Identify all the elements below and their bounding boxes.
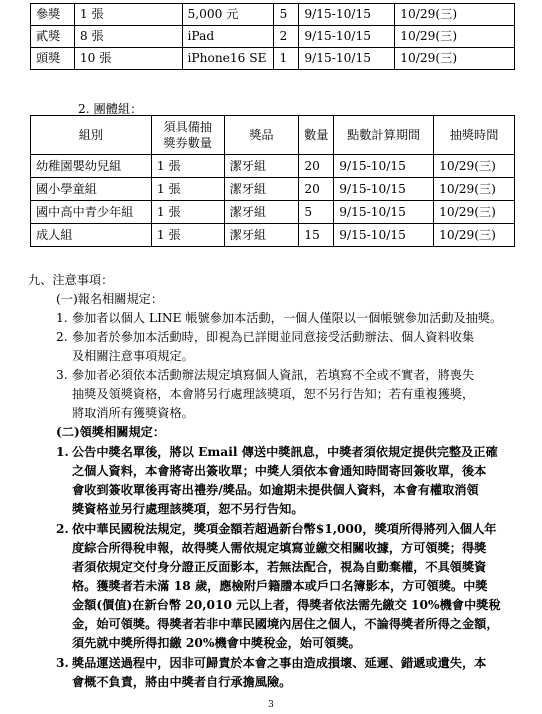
claim-rules-heading: (二)領獎相關規定： bbox=[56, 425, 166, 439]
group-name: 國中高中青少年組 bbox=[31, 201, 152, 224]
header-points-period: 點數計算期間 bbox=[334, 116, 434, 155]
claim-rule-number: 1. bbox=[56, 445, 69, 459]
registration-rule-text: 將取消所有獲獎資格。 bbox=[72, 406, 194, 420]
prize-quantity: 20 bbox=[299, 178, 334, 201]
registration-rule-text: 及相關注意事項規定。 bbox=[72, 349, 194, 363]
prize-item: iPad bbox=[182, 26, 274, 48]
prize-item: 潔牙組 bbox=[224, 224, 299, 247]
header-ticket-count-label: 須具備抽 獎券數量 bbox=[163, 119, 213, 150]
ticket-count: 1 張 bbox=[151, 201, 224, 224]
registration-rule-text: 參加者必須依本活動辦法規定填寫個人資訊，若填寫不全或不實者，將喪失 bbox=[72, 368, 475, 382]
claim-rule-text: 獎品運送過程中，因非可歸責於本會之事由造成損壞、延遲、錯遞或遺失，本 bbox=[72, 656, 487, 670]
header-prize: 獎品 bbox=[224, 116, 299, 155]
claim-rule-number: 2. bbox=[56, 522, 69, 536]
points-period: 9/15-10/15 bbox=[334, 224, 434, 247]
points-period: 9/15-10/15 bbox=[299, 26, 395, 48]
claim-rule-text: 會概不負責，將由中獎者自行承擔風險。 bbox=[72, 675, 292, 689]
claim-rule-text: 者須依規定交付身分證正反面影本，若無法配合，視為自動棄權，不具領獎資 bbox=[72, 560, 487, 574]
prize-level: 頭獎 bbox=[31, 48, 75, 70]
points-period: 9/15-10/15 bbox=[334, 178, 434, 201]
header-quantity: 數量 bbox=[299, 116, 334, 155]
table-row bbox=[31, 155, 515, 178]
ticket-count: 1 張 bbox=[151, 224, 224, 247]
table-header-row bbox=[31, 116, 515, 155]
table-row bbox=[31, 224, 515, 247]
prize-table-individual bbox=[30, 3, 515, 70]
prize-item: 潔牙組 bbox=[224, 201, 299, 224]
header-ticket-count bbox=[151, 116, 224, 155]
table-row bbox=[31, 178, 515, 201]
registration-rule-text: 參加者於參加本活動時，即視為已詳閱並同意接受活動辦法、個人資料收集 bbox=[72, 330, 475, 344]
draw-date: 10/29(三) bbox=[395, 26, 515, 48]
claim-rule-text: 之個人資料，本會將寄出簽收單；中獎人須依本會通知時間寄回簽收單，後本 bbox=[72, 464, 487, 478]
claim-rule-text: 須先就中獎所得扣繳 20%機會中獎稅金，始可領獎。 bbox=[72, 636, 361, 650]
ticket-count: 1 張 bbox=[151, 178, 224, 201]
table-row bbox=[31, 26, 515, 48]
registration-rule-number: 3. bbox=[56, 368, 68, 382]
draw-date: 10/29(三) bbox=[434, 178, 515, 201]
table-row bbox=[31, 4, 515, 26]
draw-date: 10/29(三) bbox=[434, 224, 515, 247]
prize-item: 潔牙組 bbox=[224, 178, 299, 201]
prize-table-group bbox=[30, 115, 515, 247]
registration-rule-number: 1. bbox=[56, 311, 68, 325]
prize-quantity: 1 bbox=[274, 48, 299, 70]
registration-rule-number: 2. bbox=[56, 330, 68, 344]
draw-date: 10/29(三) bbox=[395, 4, 515, 26]
points-period: 9/15-10/15 bbox=[299, 4, 395, 26]
claim-rule-text: 度綜合所得稅申報，故得獎人需依規定填寫並繳交相關收據，方可領獎；得獎 bbox=[72, 541, 487, 555]
draw-date: 10/29(三) bbox=[395, 48, 515, 70]
claim-rule-text: 公告中獎名單後，將以 Email 傳送中獎訊息，中獎者須依規定提供完整及正確 bbox=[72, 445, 498, 459]
prize-level: 貳獎 bbox=[31, 26, 75, 48]
prize-item: 5,000 元 bbox=[182, 4, 274, 26]
group-name: 幼稚園嬰幼兒組 bbox=[31, 155, 152, 178]
claim-rule-number: 3. bbox=[56, 656, 69, 670]
table-row bbox=[31, 201, 515, 224]
claim-rule-text: 金額(價值)在新台幣 20,010 元以上者，得獎者依法需先繳交 10%機會中獎稅 bbox=[72, 598, 501, 612]
prize-quantity: 2 bbox=[274, 26, 299, 48]
group-name: 成人組 bbox=[31, 224, 152, 247]
points-period: 9/15-10/15 bbox=[334, 155, 434, 178]
notes-heading: 九、注意事項： bbox=[28, 273, 114, 287]
header-draw-time: 抽獎時間 bbox=[434, 116, 515, 155]
points-period: 9/15-10/15 bbox=[299, 48, 395, 70]
claim-rule-text: 獎資格並另行處理該獎項，恕不另行告知。 bbox=[72, 502, 304, 516]
registration-rules-heading: (一)報名相關規定： bbox=[56, 292, 164, 306]
prize-level: 參獎 bbox=[31, 4, 75, 26]
ticket-count: 8 張 bbox=[74, 26, 182, 48]
registration-rule-text: 參加者以個人 LINE 帳號參加本活動，一個人僅限以一個帳號參加活動及抽獎。 bbox=[72, 311, 503, 325]
group-name: 國小學童組 bbox=[31, 178, 152, 201]
registration-rule-text: 抽獎及領獎資格，本會將另行處理該獎項，恕不另行告知；若有重複獲獎， bbox=[72, 387, 475, 401]
ticket-count: 10 張 bbox=[74, 48, 182, 70]
claim-rule-text: 依中華民國稅法規定，獎項金額若超過新台幣$1,000，獎項所得將列入個人年 bbox=[72, 522, 497, 536]
table-row bbox=[31, 48, 515, 70]
ticket-count: 1 張 bbox=[74, 4, 182, 26]
page-number: 3 bbox=[268, 700, 274, 710]
prize-quantity: 5 bbox=[274, 4, 299, 26]
claim-rule-text: 會收到簽收單後再寄出禮券/獎品。如逾期未提供個人資料，本會有權取消領 bbox=[72, 483, 479, 497]
claim-rule-text: 格。獲獎者若未滿 18 歲，應檢附戶籍謄本或戶口名簿影本，方可領獎。中獎 bbox=[72, 579, 488, 593]
prize-quantity: 20 bbox=[299, 155, 334, 178]
prize-item: 潔牙組 bbox=[224, 155, 299, 178]
section-title-group: 2. 團體組： bbox=[78, 102, 143, 116]
prize-item: iPhone16 SE bbox=[182, 48, 274, 70]
claim-rule-text: 金，始可領獎。得獎者若非中華民國境內居住之個人，不論得獎者所得之金額， bbox=[72, 617, 499, 631]
prize-quantity: 15 bbox=[299, 224, 334, 247]
draw-date: 10/29(三) bbox=[434, 201, 515, 224]
points-period: 9/15-10/15 bbox=[334, 201, 434, 224]
ticket-count: 1 張 bbox=[151, 155, 224, 178]
prize-quantity: 5 bbox=[299, 201, 334, 224]
header-group: 組別 bbox=[31, 116, 152, 155]
draw-date: 10/29(三) bbox=[434, 155, 515, 178]
